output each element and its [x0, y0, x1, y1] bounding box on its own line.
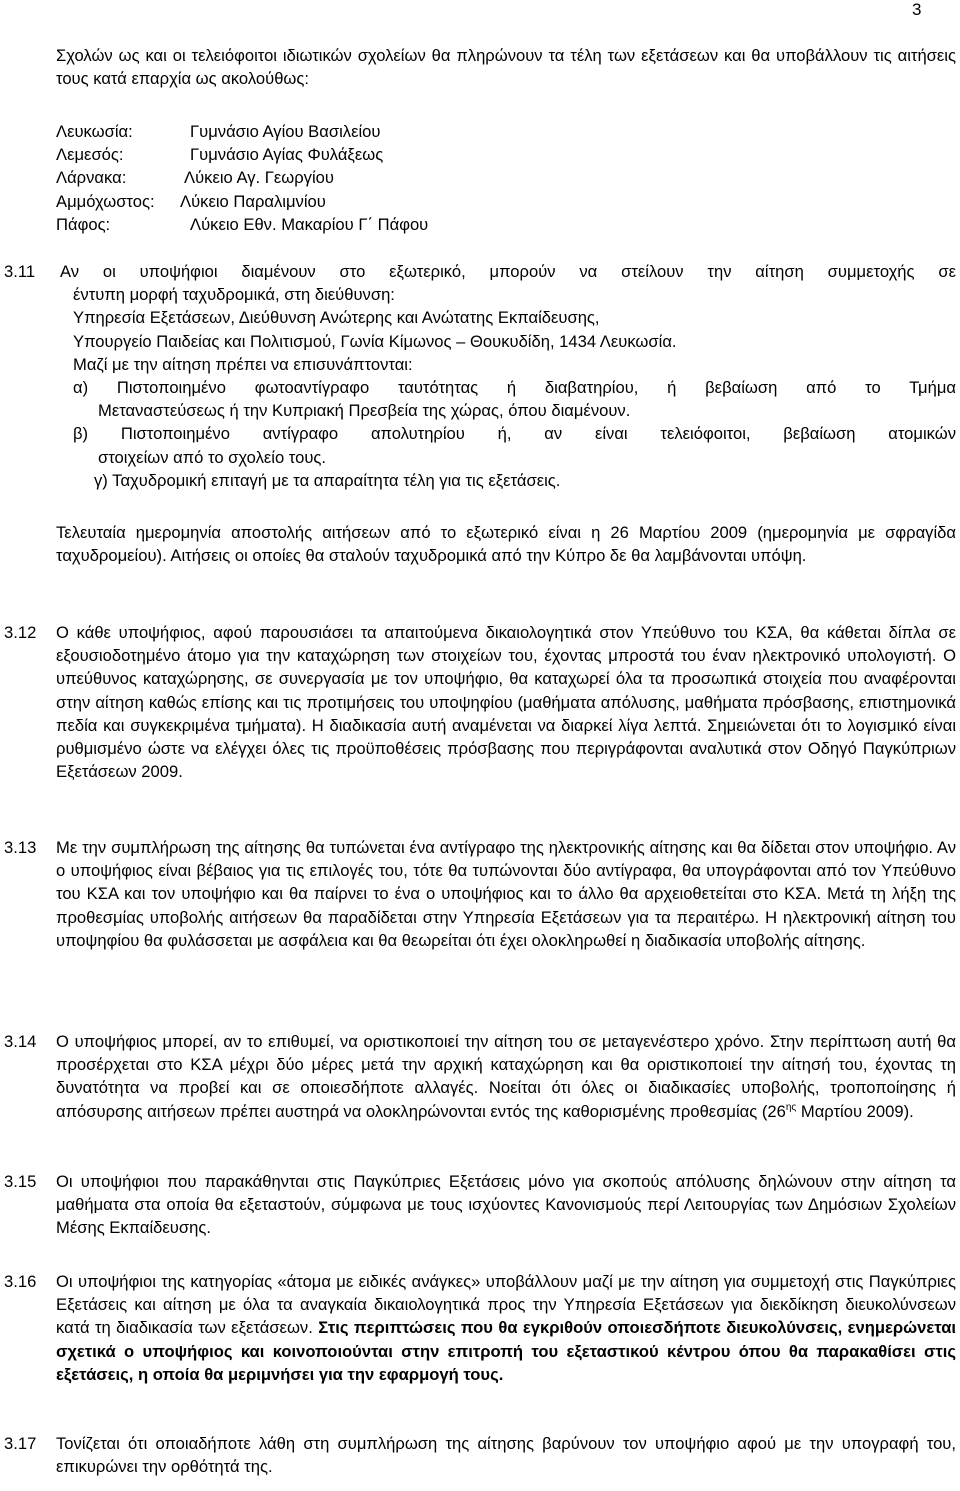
school-name: Λύκειο Παραλιμνίου: [180, 191, 326, 211]
location-row: [56, 166, 428, 189]
location-row: [56, 143, 428, 166]
section-3-15: [4, 1170, 956, 1240]
location-row: [56, 190, 428, 213]
section-text: Οι υποψήφιοι που παρακάθηνται στις Παγκύπριες Εξετάσεις μόνο για σκοπούς απόλυσης δηλώνουν στην αίτηση τα μαθήματα στα οποία θα εξεταστούν, σύμφωνα με τους ισχύοντες Κανονισμούς περί Λειτουργίας των Δημόσιων Σχολείων Μέσης Εκπαίδευσης.: [56, 1172, 956, 1238]
district-name: Λεμεσός:: [56, 145, 124, 165]
deadline-paragraph: Τελευταία ημερομηνία αποστολής αιτήσεων από το εξωτερικό είναι η 26 Μαρτίου 2009 (ημερομηνία με σφραγίδα ταχυδρομείου). Αιτήσεις οι οποίες θα σταλούν ταχυδρομικά από την Κύπρο δε θα λαμβάνονται υπόψη.: [56, 523, 956, 566]
list-item-a: α) Πιστοποιημένο φωτοαντίγραφο ταυτότητας ή διαβατηρίου, ή βεβαίωση από το Τμήμα: [73, 378, 956, 398]
section-line: έντυπη μορφή ταχυδρομικά, στη διεύθυνση:: [73, 285, 395, 305]
district-name: Πάφος:: [56, 214, 111, 234]
list-item-a-cont: Μεταναστεύσεως ή την Κυπριακή Πρεσβεία της χώρας, όπου διαμένουν.: [98, 401, 631, 421]
section-text: Ο κάθε υποψήφιος, αφού παρουσιάσει τα απαιτούμενα δικαιολογητικά στον Υπεύθυνο του ΚΣΑ, θα κάθεται δίπλα σε εξουσιοδοτημένο άτομο για την καταχώρηση των στοιχείων του, έχοντας μπροστά του έναν ηλεκτρονικό υπολογιστή. Ο υπεύθυνος καταχώρησης, σε συνεργασία με τον υποψήφιο, θα καταχωρεί όλα τα προσωπικά στοιχεία που αναφέρονται στην αίτηση καθώς επίσης και τις προτιμήσεις του υποψηφίου (μαθήματα απόλυσης, μαθήματα πρόσβασης, επιστημονικά πεδία και συγκεκριμένα τμήματα). Η διαδικασία αυτή αναμένεται να διαρκεί λίγα λεπτά. Σημειώνεται ότι το λογισμικό είναι ρυθμισμένο ώστε να ελέγχει όλες τις προϋποθέσεις πρόσβασης που περιγράφονται αναλυτικά στον Οδηγό Παγκύπριων Εξετάσεων 2009.: [56, 623, 956, 782]
section-text: Ο υποψήφιος μπορεί, αν το επιθυμεί, να οριστικοποιεί την αίτηση του σε μεταγενέστερο χρόνο. Στην περίπτωση αυτή θα προσέρχεται στο ΚΣΑ μέχρι δύο μέρες μετά την αρχική καταχώρηση και θα οριστικοποιεί την αίτησή του, έχοντας τη δυνατότητα να προβεί και σε οποιεσδήποτε αλλαγές. Νοείται ότι όλες οι διαδικασίες υποβολής, τροποποίησης ή απόσυρσης αιτήσεων πρέπει αυστηρά να ολοκληρώνονται εντός της καθορισμένης προθεσμίας ($26^{\eta\varsigma}$ Μαρτίου 2009).: [56, 1032, 956, 1121]
district-name: Αμμόχωστος:: [56, 191, 155, 211]
section-3-17: [4, 1432, 956, 1478]
location-row: [56, 120, 428, 143]
section-text: Με την συμπλήρωση της αίτησης θα τυπώνεται ένα αντίγραφο της ηλεκτρονικής αίτησης και θα δίδεται στον υποψήφιο. Αν ο υποψήφιος είναι βέβαιος για τις επιλογές του, τότε θα τυπώνονται δύο αντίγραφα, θα υπογράφονται από τον Υπεύθυνο του ΚΣΑ και τον υποψήφιο και θα παίρνει το ένα ο υποψήφιος και το άλλο θα αρχειοθετείται στο ΚΣΑ. Μετά τη λήξη της προθεσμίας υποβολής αιτήσεων θα παραδίδεται στην Υπηρεσία Εξετάσεων για τα περαιτέρω. Η ηλεκτρονική αίτηση του υποψηφίου θα φυλάσσεται με ασφάλεια και θα θεωρείται ότι έχει ολοκληρωθεί η διαδικασία υποβολής αίτησης.: [56, 838, 956, 950]
section-3-11: [4, 260, 956, 492]
list-item-b: β) Πιστοποιημένο αντίγραφο απολυτηρίου ή, αν είναι τελειόφοιτοι, βεβαίωση ατομικών: [73, 424, 956, 444]
section-number: 3.12: [4, 623, 37, 642]
section-number: 3.17: [4, 1434, 37, 1453]
section-number: 3.16: [4, 1272, 37, 1291]
bold-text: Στις περιπτώσεις που θα εγκριθούν οποιεσδήποτε διευκολύνσεις, ενημερώνεται σχετικά ο υποψήφιος και κοινοποιούνται στην επιτροπή του εξεταστικού κέντρου όπου θα παρακαθίσει στις εξετάσεις, η οποία θα μεριμνήσει για την εφαρμογή τους.: [56, 1318, 957, 1384]
intro-paragraph: Σχολών ως και οι τελειόφοιτοι ιδιωτικών σχολείων θα πληρώνουν τα τέλη των εξετάσεων και θα υποβάλλουν τις αιτήσεις τους κατά επαρχία ως ακολούθως:: [56, 46, 956, 89]
school-name: Λύκειο Εθν. Μακαρίου Γ΄ Πάφου: [190, 214, 429, 234]
address-line: Υπηρεσία Εξετάσεων, Διεύθυνση Ανώτερης και Ανώτατης Εκπαίδευσης,: [73, 308, 600, 328]
section-3-13: [4, 836, 956, 952]
district-name: Λάρνακα:: [56, 168, 127, 188]
district-name: Λευκωσία:: [56, 122, 133, 141]
section-text: Οι υποψήφιοι της κατηγορίας «άτομα με ειδικές ανάγκες» υποβάλλουν μαζί με την αίτηση για συμμετοχή στις Παγκύπριες Εξετάσεις και αίτηση με όλα τα αναγκαία δικαιολογητικά προς την Υπηρεσία Εξετάσεων για διεκδίκηση διευκολύνσεων κατά τη διαδικασία των εξετάσεων. Στις περιπτώσεις που θα εγκριθούν οποιεσδήποτε διευκολύνσεις, ενημερώνεται σχετικά ο υποψήφιος και κοινοποιούνται στην επιτροπή του εξεταστικού κέντρου όπου θα παρακαθίσει στις εξετάσεις, η οποία θα μεριμνήσει για την εφαρμογή τους.: [56, 1272, 957, 1384]
school-name: Γυμνάσιο Αγίου Βασιλείου: [190, 122, 381, 141]
list-item-b-cont: στοιχείων από το σχολείο τους.: [98, 447, 327, 467]
section-number: 3.15: [4, 1172, 37, 1191]
section-number: 3.14: [4, 1032, 37, 1051]
school-name: Γυμνάσιο Αγίας Φυλάξεως: [190, 145, 384, 165]
location-row: [56, 213, 428, 236]
superscript: ης: [785, 1101, 797, 1113]
section-number: 3.11: [4, 262, 36, 281]
section-line: Μαζί με την αίτηση πρέπει να επισυνάπτονται:: [73, 354, 413, 374]
address-line: Υπουργείο Παιδείας και Πολιτισμού, Γωνία Κίμωνος – Θουκυδίδη, 1434 Λευκωσία.: [73, 331, 677, 351]
section-3-12: [4, 621, 956, 783]
section-text: Τονίζεται ότι οποιαδήποτε λάθη στη συμπλήρωση της αίτησης βαρύνουν τον υποψήφιο αφού με την υπογραφή του, επικυρώνει την ορθότητά της.: [56, 1434, 956, 1477]
section-line: Αν οι υποψήφιοι διαμένουν στο εξωτερικό, μπορούν να στείλουν την αίτηση συμμετοχής σε: [60, 262, 956, 281]
page-number: 3: [912, 0, 922, 19]
section-number: 3.13: [4, 838, 37, 857]
section-3-16: [4, 1270, 956, 1386]
section-3-14: [4, 1030, 956, 1123]
school-name: Λύκειο Αγ. Γεωργίου: [184, 168, 334, 188]
list-item-c: γ) Ταχυδρομική επιταγή με τα απαραίτητα τέλη για τις εξετάσεις.: [94, 470, 561, 490]
locations-list: [56, 120, 428, 236]
